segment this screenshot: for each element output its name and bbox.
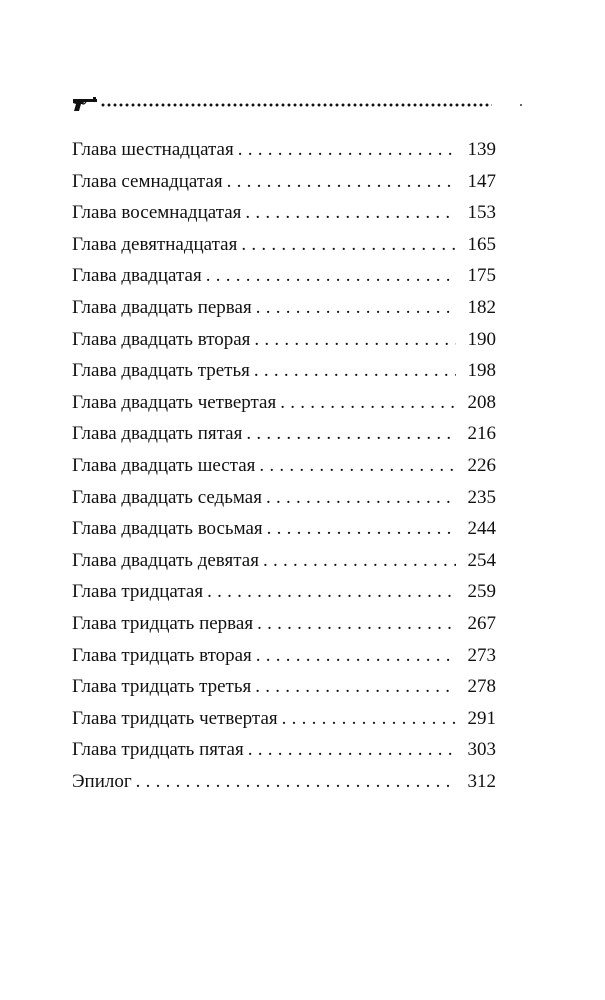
toc-entry-title: Глава двадцать девятая <box>72 549 259 571</box>
toc-entry-title: Глава тридцать вторая <box>72 644 252 666</box>
dotted-rule <box>100 103 492 107</box>
toc-entry[interactable] <box>72 734 496 766</box>
toc-entry[interactable] <box>72 134 496 166</box>
toc-entry-page: 216 <box>467 423 496 445</box>
dot-leader <box>136 766 456 798</box>
toc-entry[interactable] <box>72 166 496 198</box>
toc-entry-page: 190 <box>467 328 496 350</box>
dot-leader <box>256 292 456 324</box>
toc-entry-title: Глава шестнадцатая <box>72 139 234 160</box>
toc-entry[interactable] <box>72 640 496 672</box>
toc-entry-page: 147 <box>467 170 496 192</box>
toc-entry-title: Глава девятнадцатая <box>72 233 238 255</box>
toc-entry-page: 291 <box>467 707 496 729</box>
toc-entry[interactable] <box>72 324 496 356</box>
toc-entry[interactable] <box>72 766 496 798</box>
table-of-contents <box>72 134 496 797</box>
dot-leader <box>254 324 456 356</box>
dot-leader <box>227 166 456 198</box>
dot-leader <box>245 197 456 229</box>
toc-entry[interactable] <box>72 545 496 577</box>
dot-leader <box>248 734 456 766</box>
dot-leader <box>241 229 456 261</box>
toc-entry-title: Глава двадцать шестая <box>72 454 256 476</box>
toc-entry-page: 312 <box>467 770 496 792</box>
toc-entry-title: Глава восемнадцатая <box>72 202 242 224</box>
toc-entry-page: 182 <box>467 296 496 318</box>
toc-entry-title: Глава двадцать третья <box>72 360 250 382</box>
dot-leader <box>238 134 456 166</box>
toc-entry-title: Глава двадцать седьмая <box>72 486 262 508</box>
toc-entry-page: 153 <box>467 202 496 224</box>
toc-entry-title: Глава двадцать восьмая <box>72 518 263 540</box>
toc-entry-title: Глава двадцать вторая <box>72 328 251 350</box>
toc-entry[interactable] <box>72 197 496 229</box>
toc-entry-page: 267 <box>467 612 496 634</box>
toc-entry-title: Глава тридцатая <box>72 581 204 603</box>
toc-entry[interactable] <box>72 703 496 735</box>
toc-entry-page: 139 <box>467 139 496 160</box>
toc-entry-page: 278 <box>467 676 496 698</box>
toc-entry[interactable] <box>72 292 496 324</box>
toc-entry-page: 303 <box>467 739 496 761</box>
dot-leader <box>254 355 456 387</box>
toc-entry-page: 244 <box>467 518 496 540</box>
dot-leader <box>263 545 456 577</box>
toc-entry[interactable] <box>72 387 496 419</box>
toc-entry-title: Глава двадцать четвертая <box>72 391 277 413</box>
toc-entry-page: 235 <box>467 486 496 508</box>
toc-entry-title: Эпилог <box>72 770 132 792</box>
dot-leader <box>207 576 456 608</box>
toc-entry[interactable] <box>72 450 496 482</box>
header-rule <box>72 94 502 114</box>
toc-entry[interactable] <box>72 576 496 608</box>
page-edge-mark <box>520 104 522 106</box>
toc-entry-title: Глава тридцать первая <box>72 612 254 634</box>
dot-leader <box>206 260 456 292</box>
toc-entry[interactable] <box>72 513 496 545</box>
dot-leader <box>259 450 456 482</box>
toc-entry-title: Глава тридцать третья <box>72 676 252 698</box>
toc-entry-page: 254 <box>467 549 496 571</box>
toc-entry[interactable] <box>72 671 496 703</box>
toc-entry-page: 226 <box>467 454 496 476</box>
toc-entry[interactable] <box>72 418 496 450</box>
dot-leader <box>266 482 456 514</box>
dot-leader <box>282 703 456 735</box>
toc-entry-page: 208 <box>467 391 496 413</box>
toc-entry-title: Глава двадцать первая <box>72 296 252 318</box>
toc-entry-page: 175 <box>467 265 496 287</box>
toc-entry-title: Глава двадцать пятая <box>72 423 243 445</box>
toc-entry-page: 198 <box>467 360 496 382</box>
toc-entry[interactable] <box>72 608 496 640</box>
revolver-icon <box>72 94 102 114</box>
toc-entry-title: Глава тридцать четвертая <box>72 707 278 729</box>
toc-entry[interactable] <box>72 229 496 261</box>
toc-entry-title: Глава тридцать пятая <box>72 739 244 761</box>
toc-entry[interactable] <box>72 355 496 387</box>
dot-leader <box>255 671 456 703</box>
toc-entry[interactable] <box>72 260 496 292</box>
dot-leader <box>267 513 456 545</box>
toc-entry-title: Глава двадцатая <box>72 265 202 287</box>
toc-entry-title: Глава семнадцатая <box>72 170 223 192</box>
dot-leader <box>246 418 456 450</box>
toc-entry-page: 165 <box>467 233 496 255</box>
toc-entry-page: 273 <box>467 644 496 666</box>
toc-entry[interactable] <box>72 482 496 514</box>
dot-leader <box>256 640 456 672</box>
dot-leader <box>257 608 456 640</box>
dot-leader <box>280 387 456 419</box>
toc-entry-page: 259 <box>467 581 496 603</box>
